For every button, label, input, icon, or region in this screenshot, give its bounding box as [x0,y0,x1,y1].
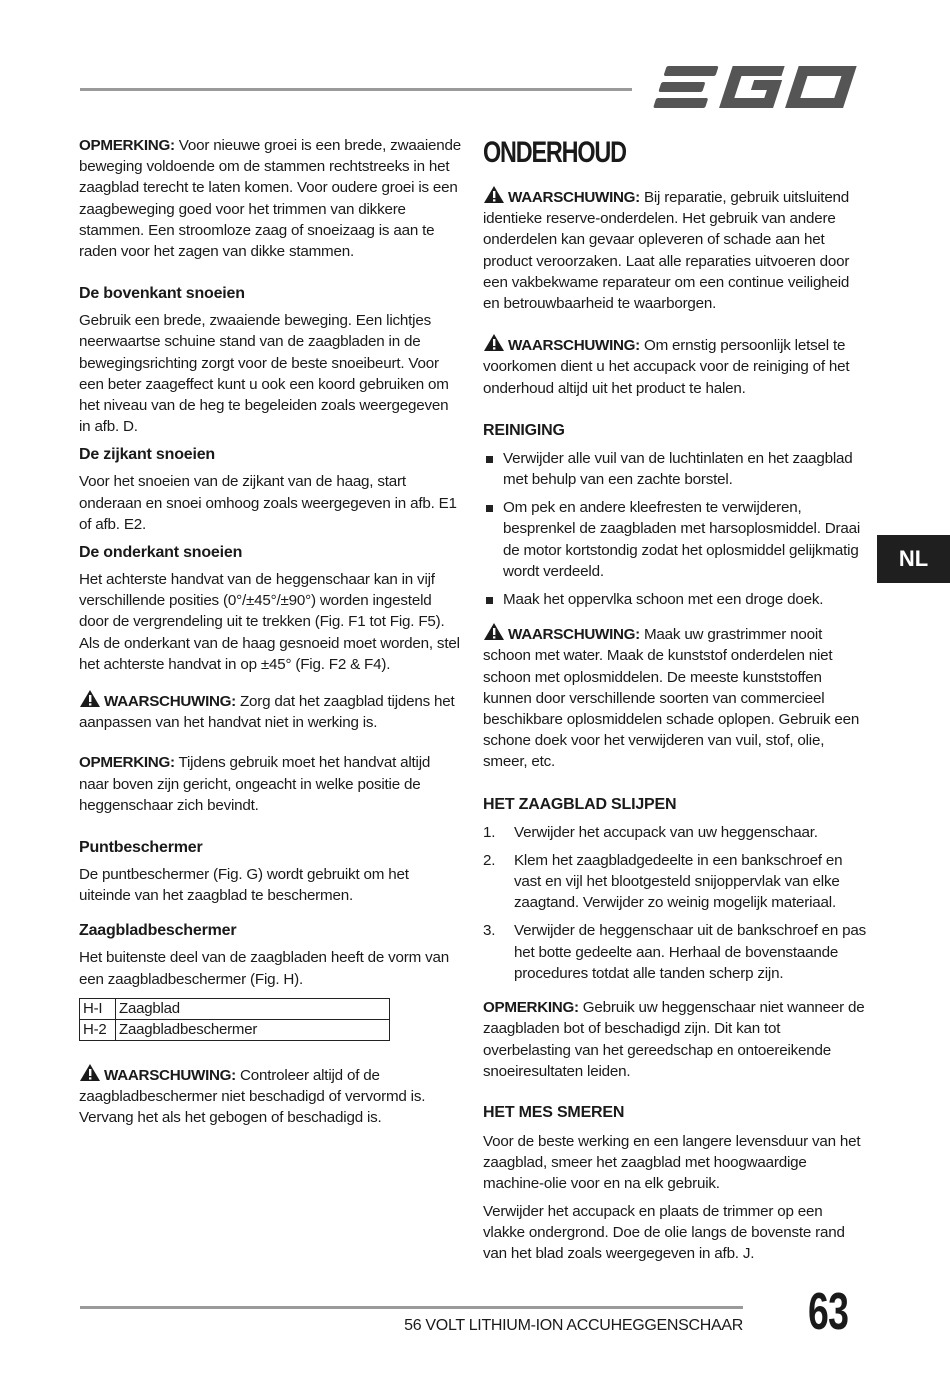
list-item [483,497,867,582]
note-paragraph [483,997,867,1082]
note-label: OPMERKING: [483,999,579,1017]
cleaning-list [483,448,867,610]
step-number: 1. [483,823,496,841]
section-heading: De zijkant snoeien [79,446,215,464]
section-heading: HET ZAAGBLAD SLIJPEN [483,795,677,813]
section-heading: Puntbeschermer [79,839,203,857]
warning-icon [79,1063,101,1082]
warning-label: WAARSCHUWING: [508,189,640,206]
section-heading: De bovenkant snoeien [79,285,245,303]
sharpen-steps [483,822,867,984]
warning-text: Maak uw grastrimmer nooit schoon met water. Maak de kunststof onderdelen niet schoon met oplosmiddelen. De meeste kunststoffen kunnen door verschillende soorten van commercieel beschikbare oplosmiddelen schade oplopen. Gebruik een schone doek voor het verwijderen van vuil, stof, olie, smeer, etc. [483,626,860,771]
note-text: Gebruik uw heggenschaar niet wanneer de zaagbladen bot of beschadigd zijn. Dit kan tot overbelasting van het gereedschap en ontoereikende snoeiresultaten leiden. [483,999,865,1080]
section-heading: De onderkant snoeien [79,544,243,562]
warning-text: Bij reparatie, gebruik uitsluitend identieke reserve-onderdelen. Het gebruik van andere onderdelen kan gevaar opleveren of schade aan het product veroorzaken. Laat alle reparaties uitvoeren door een vakbekwame reparateur om een continue veiligheid en betrouwbaarheid te waarborgen. [483,189,850,313]
warning-text: Zorg dat het zaagblad tijdens het aanpassen van het handvat niet in werking is. [79,693,455,732]
warning-text: Om ernstig persoonlijk letsel te voorkomen dient u het accupack voor de reiniging of het onderhoud altijd uit het product te halen. [483,337,850,397]
note-paragraph [79,135,463,262]
body-text: Voor de beste werking en een langere levensduur van het zaagblad, smeer het zaagblad met hoogwaardige machine-olie voor en na elk gebruik. [483,1132,861,1193]
warning-icon [79,689,101,708]
warning-paragraph [79,1063,463,1129]
warning-label: WAARSCHUWING: [104,693,236,711]
bullet-icon [486,597,493,604]
warning-label: WAARSCHUWING: [104,1066,236,1084]
body-text: De puntbeschermer (Fig. G) wordt gebruikt om het uiteinde van het zaagblad te beschermen. [79,866,409,905]
step-number: 2. [483,851,496,869]
bullet-icon [486,505,493,512]
page-number: 63 [808,1283,849,1341]
warning-icon [483,622,505,641]
warning-text: Controleer altijd of de zaagbladbeschermer niet beschadigd of vervormd is. Vervang het als het gebogen of beschadigd is. [79,1066,426,1127]
step-number: 3. [483,922,496,940]
table-cell-label: Zaagblad [116,998,390,1019]
list-item-text: Maak het oppervlka schoon met een droge doek. [503,591,824,609]
table-row [80,1019,390,1040]
warning-paragraph [483,185,867,314]
list-item-text: Om pek en andere kleefresten te verwijderen, besprenkel de zaagbladen met harsoplosmiddel. Draai de motor kortstondig zodat het oplosmiddel gelijkmatig wordt verdeeld. [503,499,861,580]
warning-icon [483,333,505,352]
warning-label: WAARSCHUWING: [508,337,640,355]
list-item-text: Klem het zaagbladgedeelte in een bankschroef en vast en vijl het blootgesteld snijoppervlak van elke zaagtand. Verwijder zo weinig mogelijk materiaal. [514,851,843,912]
list-item [483,920,867,984]
language-tab: NL [877,535,950,583]
note-label: OPMERKING: [79,754,175,772]
header-rule [80,88,632,91]
table-cell-code: H-I [80,998,116,1019]
bullet-icon [486,456,493,463]
table-row [80,998,390,1019]
warning-paragraph [483,333,867,399]
body-text: Verwijder het accupack en plaats de trimmer op een vlakke ondergrond. Doe de olie langs de bovenste rand van het blad zoals weergegeven in afb. J. [483,1202,845,1262]
body-text: Voor het snoeien van de zijkant van de haag, start onderaan en snoei omhoog zoals weergegeven in afb. E1 of afb. E2. [79,473,457,533]
list-item-text: Verwijder de heggenschaar uit de bankschroef en pas het botte gedeelte aan. Herhaal de bovenstaande procedures totdat alle tanden scherp zijn. [514,922,867,982]
list-item [483,850,867,914]
table-cell-label: Zaagbladbeschermer [116,1019,390,1040]
note-paragraph [79,752,463,816]
table-cell-code: H-2 [80,1019,116,1040]
warning-paragraph [79,689,463,733]
body-text: Het achterste handvat van de heggenschaar kan in vijf verschillende posities (0°/±45°/±90°) worden ingesteld door de vergrendeling uit te trekken (Fig. F1 tot Fig. F5). Als de onderkant van de haag gesnoeid moet worden, stel het achterste handvat in op ±45° (Fig. F2 & F4). [79,571,460,673]
section-heading: Zaagbladbeschermer [79,922,237,940]
list-item [483,448,867,490]
section-title: ONDERHOUD [483,136,626,169]
warning-label: WAARSCHUWING: [508,626,640,644]
body-text: Gebruik een brede, zwaaiende beweging. Een lichtjes neerwaartse schuine stand van de zaagbladen in de bewegingsrichting zorgt voor de beste snoeibeurt. Voor een beter zaageffect kunt u ook een koord gebruiken om het niveau van de heg te begeleiden zoals weergegeven in afb. D. [79,312,449,436]
list-item [483,589,867,610]
section-heading: HET MES SMEREN [483,1103,625,1121]
right-column [483,135,867,1264]
ego-logo [650,62,862,114]
warning-icon [483,185,505,204]
footer-title: 56 VOLT LITHIUM-ION ACCUHEGGENSCHAAR [404,1317,743,1334]
left-column [79,135,463,1129]
body-text: Het buitenste deel van de zaagbladen heeft de vorm van een zaagbladbeschermer (Fig. H). [79,949,449,988]
note-text: Voor nieuwe groei is een brede, zwaaiende beweging voldoende om de stammen rechtstreeks in het zaagblad terecht te laten komen. Voor oudere groei is een zaagbeweging goed voor het trimmen van dikkere stammen. Een stroomloze zaag of snoeizaag is aan te raden voor het zagen van dikke stammen. [79,137,461,261]
footer-rule [80,1306,743,1309]
section-heading: REINIGING [483,421,565,439]
note-text: Tijdens gebruik moet het handvat altijd naar boven zijn gericht, ongeacht in welke positie de heggenschaar zich bevindt. [79,754,431,814]
list-item-text: Verwijder het accupack van uw heggenschaar. [514,823,818,841]
reference-table [79,998,390,1041]
warning-paragraph [483,622,867,772]
list-item [483,822,867,843]
list-item-text: Verwijder alle vuil van de luchtinlaten en het zaagblad met behulp van een zachte borstel. [503,449,853,489]
note-label: OPMERKING: [79,137,175,154]
